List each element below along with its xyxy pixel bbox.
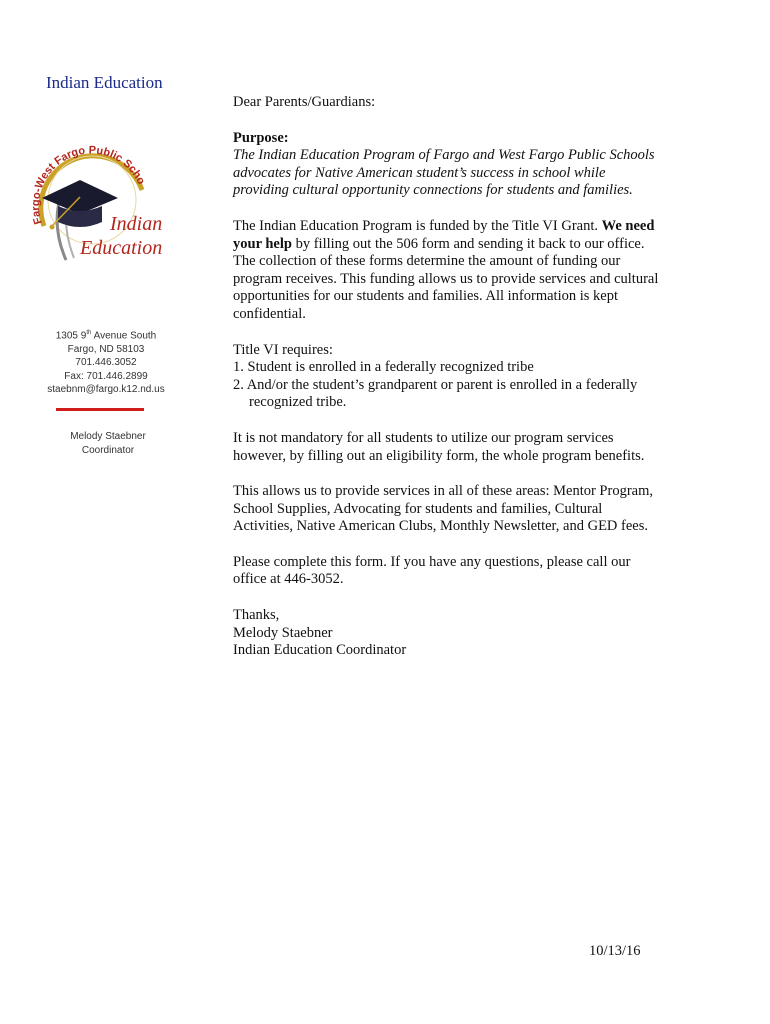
contact-fax: Fax: 701.446.2899 bbox=[64, 370, 148, 382]
contact-phone: 701.446.3052 bbox=[75, 357, 137, 369]
letter-body bbox=[233, 94, 663, 660]
logo-graphic bbox=[22, 128, 174, 268]
red-divider bbox=[56, 408, 144, 411]
contact-email: staebnm@fargo.k12.nd.us bbox=[47, 383, 165, 395]
services-paragraph: This allows us to provide services in all of these areas: Mentor Program, School Supplies, Advocating for students and families, Cultural Activities, Native American Clubs, Monthly Newsletter, and GED fees. bbox=[233, 483, 653, 535]
contact-city: Fargo, ND 58103 bbox=[67, 343, 145, 355]
greeting: Dear Parents/Guardians: bbox=[233, 94, 376, 110]
requirements-list bbox=[233, 359, 663, 412]
funding-bold: We need your help bbox=[233, 217, 655, 252]
sidebar-title: Indian Education bbox=[46, 73, 163, 92]
complete-paragraph: Please complete this form. If you have any questions, please call our office at 446-3052. bbox=[233, 553, 631, 588]
document-date: 10/13/16 bbox=[589, 943, 641, 959]
purpose-text: The Indian Education Program of Fargo and West Fargo Public Schools advocates for Native American student’s success in school while providing cultural opportunity connections for students and families. bbox=[233, 147, 655, 199]
logo-line2: Education bbox=[80, 237, 163, 259]
mandatory-paragraph: It is not mandatory for all students to utilize our program services however, by filling out an eligibility form, the whole program benefits. bbox=[233, 429, 645, 464]
logo-ring-text: Fargo-West Fargo Public Scho bbox=[29, 144, 148, 226]
requirements-title: Title VI requires: bbox=[233, 341, 333, 358]
contact-block bbox=[20, 327, 192, 396]
funding-paragraph: The Indian Education Program is funded by the Title VI Grant. We need your help by filling out the 506 form and sending it back to our office. The collection of these forms determine the amount of funding our program receives. This funding allows us to provide services and cultural opportunities for our students and families. All information is kept confidential. bbox=[233, 217, 659, 322]
purpose-heading: Purpose: bbox=[233, 129, 289, 146]
requirement-item: 1. Student is enrolled in a federally recognized tribe bbox=[233, 359, 534, 376]
logo-line1: Indian bbox=[110, 213, 163, 235]
closing: Thanks, bbox=[233, 607, 280, 624]
indian-education-logo bbox=[22, 128, 174, 268]
contact-address: 1305 9th Avenue South bbox=[55, 330, 157, 342]
staff-role: Coordinator bbox=[81, 444, 135, 456]
requirement-item: 2. And/or the student’s grandparent or parent is enrolled in a federally recognized tribe. bbox=[233, 376, 638, 411]
staff-name: Melody Staebner bbox=[70, 431, 146, 442]
signer-title: Indian Education Coordinator bbox=[233, 642, 407, 659]
signer-name: Melody Staebner bbox=[233, 624, 333, 641]
staff-block bbox=[20, 430, 196, 457]
